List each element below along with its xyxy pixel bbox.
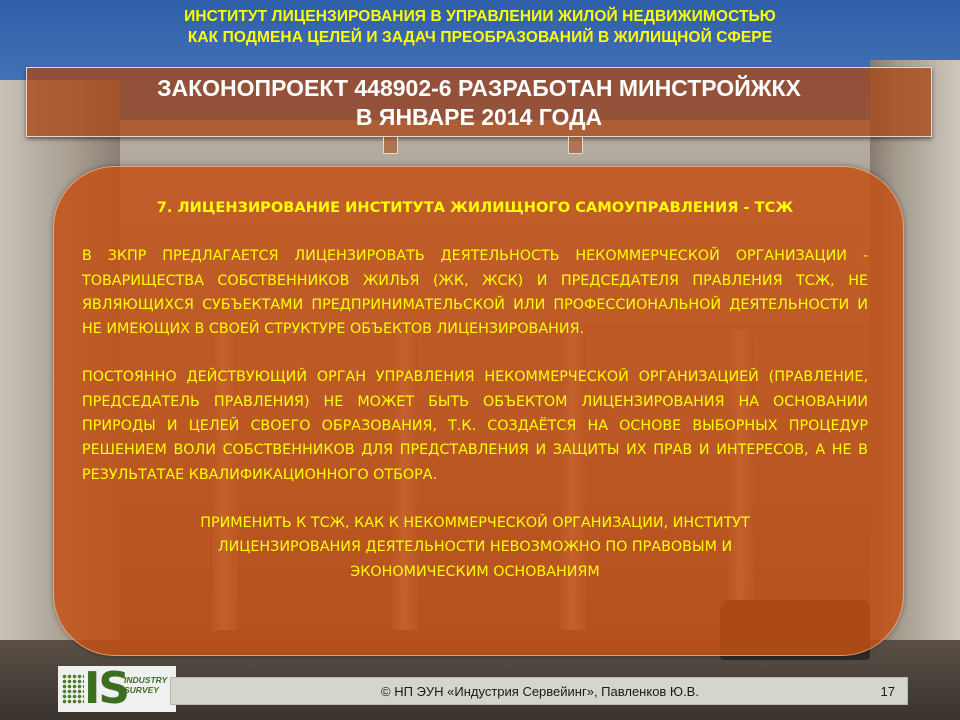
banner-line1: ЗАКОНОПРОЕКТ 448902-6 РАЗРАБОТАН МИНСТРОЙЖКХ <box>157 75 801 101</box>
conclusion-line2: ЛИЦЕНЗИРОВАНИЯ ДЕЯТЕЛЬНОСТИ НЕВОЗМОЖНО ПО ПРАВОВЫМ И <box>217 539 733 556</box>
industry-survey-logo <box>58 663 176 714</box>
content-text <box>82 196 868 584</box>
footer-copyright: © НП ЭУН «Индустрия Сервейинг», Павленков Ю.В. <box>381 684 699 699</box>
panel-heading: 7. ЛИЦЕНЗИРОВАНИЕ ИНСТИТУТА ЖИЛИЩНОГО САМОУПРАВЛЕНИЯ - ТСЖ <box>156 199 794 216</box>
paragraph-1: В ЗКПР ПРЕДЛАГАЕТСЯ ЛИЦЕНЗИРОВАТЬ ДЕЯТЕЛЬНОСТЬ НЕКОММЕРЧЕСКОЙ ОРГАНИЗАЦИИ - ТОВАРИЩЕСТВА СОБСТВЕННИКОВ ЖИЛЬЯ (ЖК, ЖСК) И ПРЕДСЕДАТЕЛЯ ПРАВЛЕНИЯ ТСЖ, НЕ ЯВЛЯЮЩИХСЯ СУБЪЕКТАМИ ПРЕДПРИНИМАТЕЛЬСКОЙ ИЛИ ПРОФЕССИОНАЛЬНОЙ ДЕЯТЕЛЬНОСТИ И НЕ ИМЕЮЩИХ В СВОЕЙ СТРУКТУРЕ ОБЪЕКТОВ ЛИЦЕНЗИРОВАНИЯ. <box>82 248 868 338</box>
conclusion <box>82 511 868 584</box>
banner-line2: В ЯНВАРЕ 2014 ГОДА <box>355 104 603 130</box>
slide-title <box>0 6 960 48</box>
banner <box>26 67 932 137</box>
conclusion-line1: ПРИМЕНИТЬ К ТСЖ, КАК К НЕКОММЕРЧЕСКОЙ ОРГАНИЗАЦИИ, ИНСТИТУТ <box>200 514 750 531</box>
logo-word1: INDUSTRY <box>124 675 168 685</box>
footer-bar <box>170 677 908 705</box>
logo-word2: SURVEY <box>124 685 159 695</box>
logo-words <box>124 675 167 695</box>
logo-mark: IS <box>84 663 129 714</box>
page-number: 17 <box>880 684 895 699</box>
slide-title-line2: КАК ПОДМЕНА ЦЕЛЕЙ И ЗАДАЧ ПРЕОБРАЗОВАНИЙ В ЖИЛИЩНОЙ СФЕРЕ <box>187 29 773 46</box>
banner-connector-left <box>383 137 398 154</box>
conclusion-line3: ЭКОНОМИЧЕСКИМ ОСНОВАНИЯМ <box>350 563 600 580</box>
paragraph-2: ПОСТОЯННО ДЕЙСТВУЮЩИЙ ОРГАН УПРАВЛЕНИЯ НЕКОММЕРЧЕСКОЙ ОРГАНИЗАЦИЕЙ (ПРАВЛЕНИЕ, ПРЕДСЕДАТЕЛЬ ПРАВЛЕНИЯ) НЕ МОЖЕТ БЫТЬ ОБЪЕКТОМ ЛИЦЕНЗИРОВАНИЯ НА ОСНОВАНИИ ПРИРОДЫ И ЦЕЛЕЙ СВОЕГО ОБРАЗОВАНИЯ, Т.К. СОЗДАЁТСЯ НА ОСНОВЕ ВЫБОРНЫХ ПРОЦЕДУР РЕШЕНИЕМ ВОЛИ СОБСТВЕННИКОВ ДЛЯ ПРЕДСТАВЛЕНИЯ И ЗАЩИТЫ ИХ ПРАВ И ИНТЕРЕСОВ, А НЕ В РЕЗУЛЬТАТАЕ КВАЛИФИКАЦИОННОГО ОТБОРА. <box>82 369 868 483</box>
slide-title-line1: ИНСТИТУТ ЛИЦЕНЗИРОВАНИЯ В УПРАВЛЕНИИ ЖИЛОЙ НЕДВИЖИМОСТЬЮ <box>184 8 776 25</box>
logo-dots-icon <box>62 674 84 704</box>
banner-connector-right <box>568 137 583 154</box>
